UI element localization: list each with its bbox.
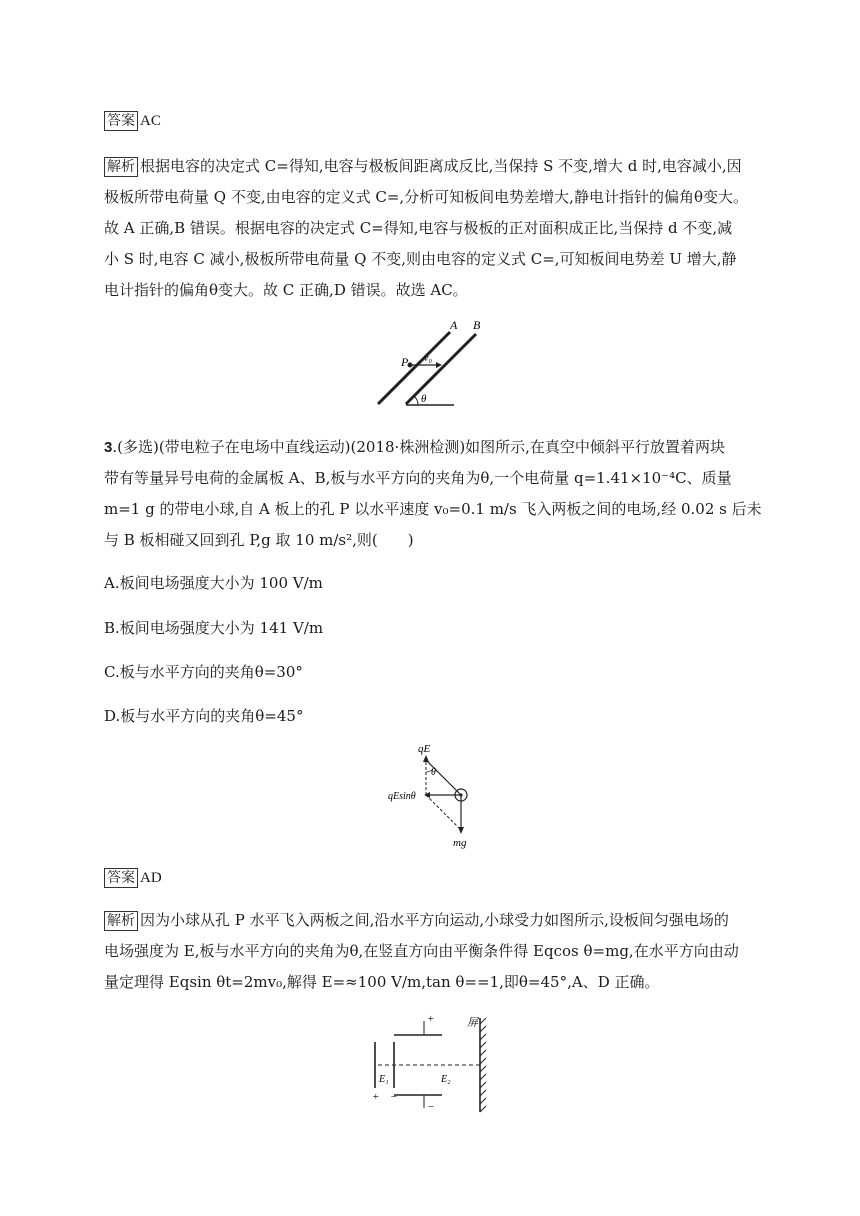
- inclined-plates-figure: [370, 318, 481, 410]
- angle-label: θ: [421, 393, 427, 405]
- plate-b-label: B: [473, 318, 481, 332]
- analysis-text: 根据电容的决定式 C=得知,电容与极板间距离成反比,当保持 S 不变,增大 d 时,电容减小,因: [140, 157, 742, 175]
- hole-p-label: P: [401, 355, 409, 369]
- analysis-line: 量定理得 Eqsin θt=2mv₀,解得 E=≈100 V/m,tan θ==1,即θ=45°,A、D 正确。: [104, 973, 660, 991]
- e1-label: E₁: [379, 1074, 389, 1085]
- question-line: 与 B 板相碰又回到孔 P,g 取 10 m/s²,则( ): [104, 531, 414, 549]
- screen-apparatus-figure: [368, 1012, 500, 1114]
- option-a[interactable]: A.板间电场强度大小为 100 V/m: [104, 574, 323, 592]
- e2-label: E₂: [441, 1074, 451, 1085]
- option-b[interactable]: B.板间电场强度大小为 141 V/m: [104, 619, 324, 637]
- answer-line-2: [104, 867, 162, 888]
- question-line: [104, 437, 725, 458]
- question-number: 3: [104, 439, 113, 456]
- qesin-label: qEsinθ: [388, 791, 416, 802]
- analysis-line: 故 A 正确,B 错误。根据电容的决定式 C=得知,电容与极板的正对面积成正比,当保持 d 不变,减: [104, 219, 733, 237]
- theta-label: θ: [431, 767, 436, 778]
- plate-a-label: A: [450, 318, 458, 332]
- analysis-line: 小 S 时,电容 C 减小,极板所带电荷量 Q 不变,则由电容的定义式 C=,可知板间电势差 U 增大,静: [104, 250, 737, 268]
- option-d[interactable]: D.板与水平方向的夹角θ=45°: [104, 707, 304, 725]
- plus-left-label: +: [372, 1091, 380, 1103]
- analysis-line: [104, 910, 729, 931]
- mg-label: mg: [453, 837, 467, 849]
- option-c[interactable]: C.板与水平方向的夹角θ=30°: [104, 663, 303, 681]
- answer-text: AD: [140, 870, 162, 886]
- analysis-line: 极板所带电荷量 Q 不变,由电容的定义式 C=,分析可知板间电势差增大,静电计指针的偏角θ变大。: [104, 188, 748, 206]
- analysis-line: 电场强度为 E,板与水平方向的夹角为θ,在竖直方向由平衡条件得 Eqcos θ=mg,在水平方向由动: [104, 942, 739, 960]
- question-text: .(多选)(带电粒子在电场中直线运动)(2018·株洲检测)如图所示,在真空中倾斜平行放置着两块: [112, 438, 725, 456]
- answer-text: AC: [140, 113, 161, 129]
- analysis-text: 因为小球从孔 P 水平飞入两板之间,沿水平方向运动,小球受力如图所示,设板间匀强电场的: [140, 911, 729, 929]
- analysis-tag: 解析: [104, 157, 138, 177]
- answer-tag: 答案: [104, 868, 138, 888]
- minus-bottom-label: −: [427, 1101, 435, 1113]
- screen-label: 屏: [467, 1017, 478, 1029]
- force-diagram-figure: [385, 742, 485, 848]
- analysis-line: 电计指针的偏角θ变大。故 C 正确,D 错误。故选 AC。: [104, 281, 468, 299]
- plus-top-label: +: [427, 1013, 435, 1025]
- answer-tag: 答案: [104, 111, 138, 131]
- question-line: m=1 g 的带电小球,自 A 板上的孔 P 以水平速度 v₀=0.1 m/s 飞入两板之间的电场,经 0.02 s 后未: [104, 500, 762, 518]
- analysis-tag: 解析: [104, 911, 138, 931]
- minus-left-label: −: [390, 1091, 398, 1103]
- analysis-line: [104, 156, 742, 177]
- velocity-label: v₀: [424, 353, 432, 364]
- question-line: 带有等量异号电荷的金属板 A、B,板与水平方向的夹角为θ,一个电荷量 q=1.41×10⁻⁴C、质量: [104, 469, 732, 487]
- qe-label: qE: [418, 743, 431, 755]
- answer-line-1: [104, 110, 161, 131]
